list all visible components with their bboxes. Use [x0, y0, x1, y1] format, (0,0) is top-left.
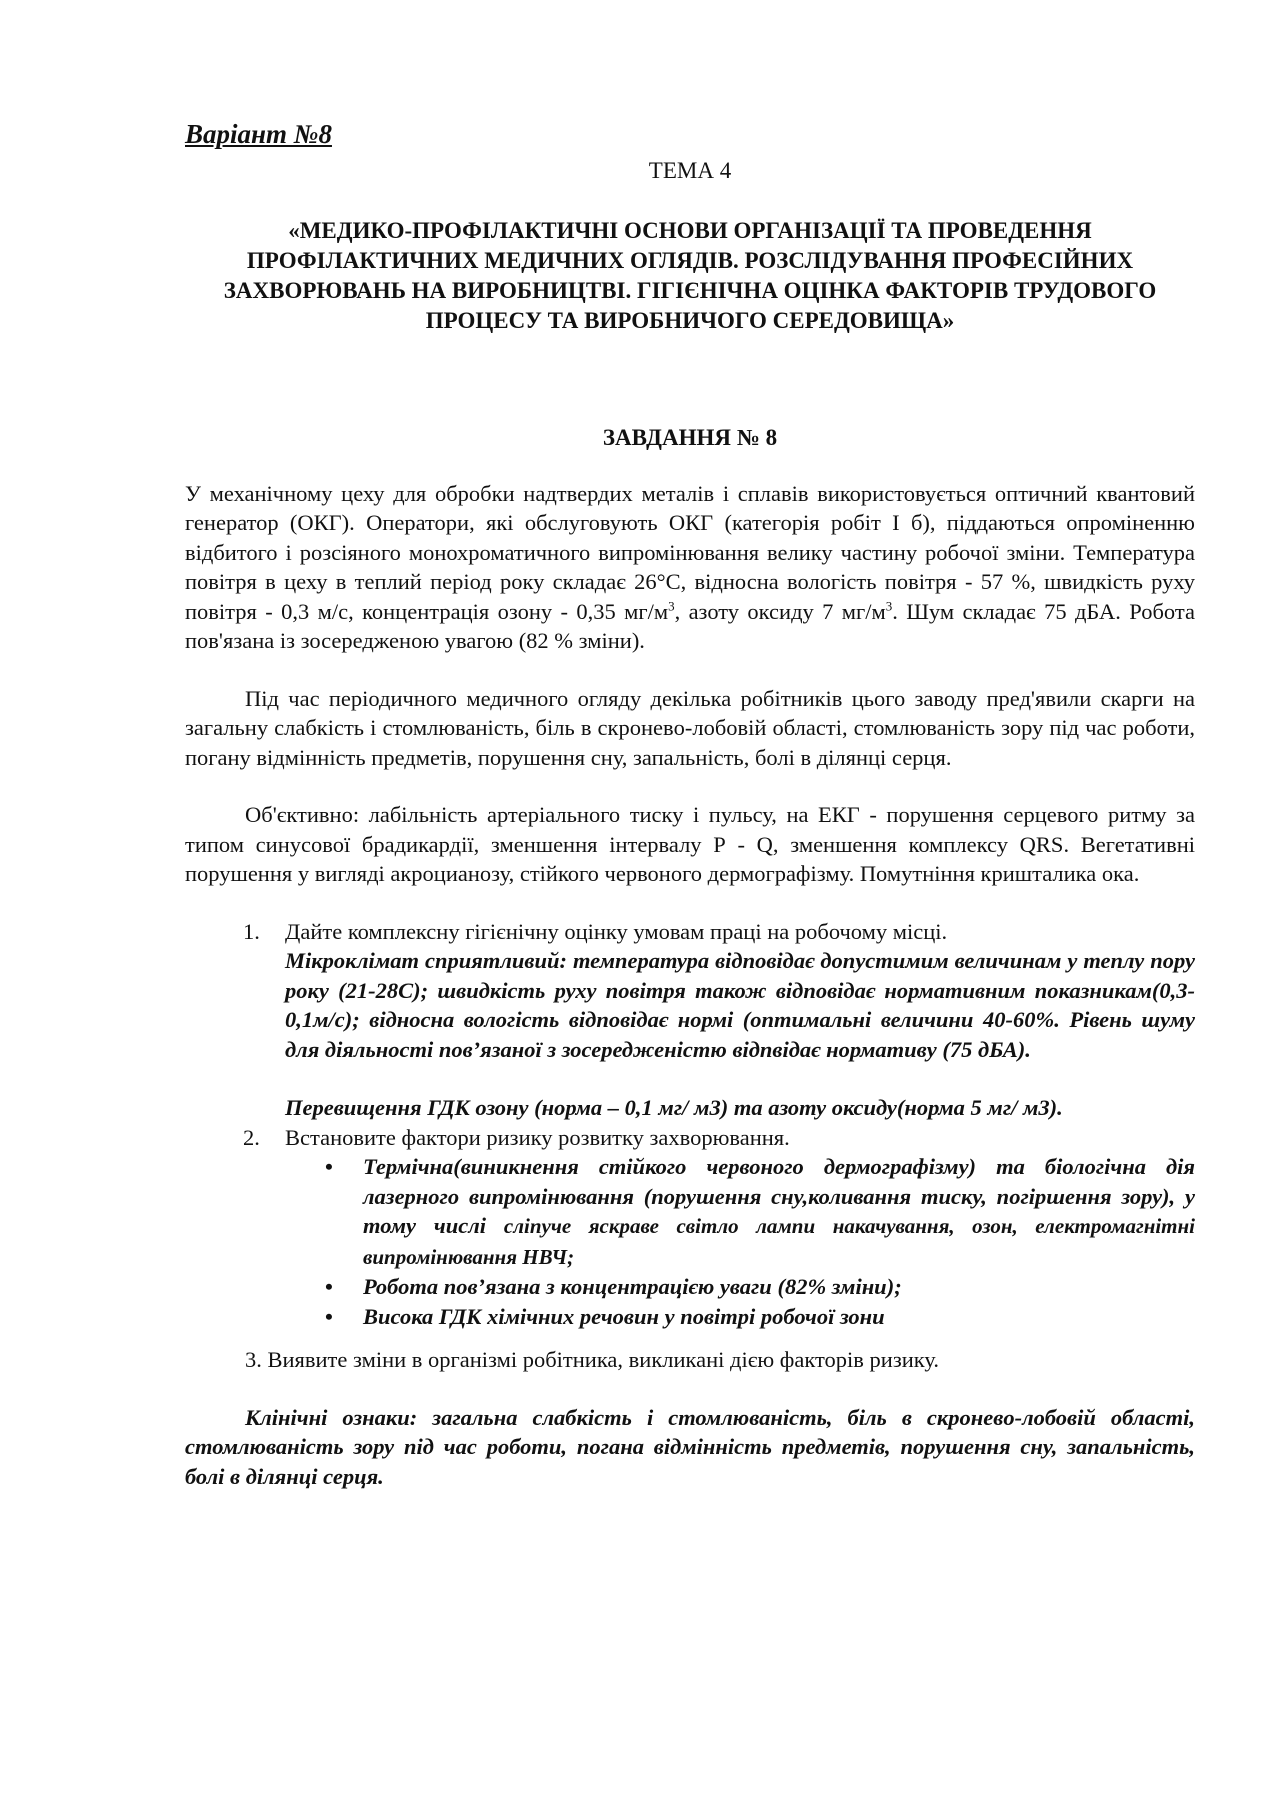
risk-factor-list [285, 1152, 1195, 1331]
risk-factor-item [285, 1272, 1195, 1302]
clinical-signs-paragraph: Клінічні ознаки: загальна слабкість і стомлюваність, біль в скроневo-лобовій області, стомлюваність зору під час роботи, погана відмінність предметів, порушення сну, запальність, болі в ділянці серця. [185, 1404, 1195, 1489]
superscript-cubic: 3 [885, 598, 893, 613]
bullet-icon: • [325, 1274, 333, 1299]
answer-microclimate: Мікроклімат сприятливий: температура відповідає допустимим величинам у теплу пору року (21-28С); швидкість руху повітря також відповідає нормативним показникам(0,3-0,1м/с); відносна вологість відповідає нормі (оптимальні величини 40-60%. Рівень шуму для діяльності пов’язаної з зосередженістю відпвідає нормативу (75 дБА). [285, 948, 1195, 1062]
topic-title: «МЕДИКО-ПРОФІЛАКТИЧНІ ОСНОВИ ОРГАНІЗАЦІЇ ТА ПРОВЕДЕННЯ ПРОФІЛАКТИЧНИХ МЕДИЧНИХ ОГЛЯДІВ. РОЗСЛІДУВАННЯ ПРОФЕСІЙНИХ ЗАХВОРЮВАНЬ НА ВИРОБНИЦТВІ. ГІГІЄНІЧНА ОЦІНКА ФАКТОРІВ ТРУДОВОГО ПРОЦЕСУ ТА ВИРОБНИЧОГО СЕРЕДОВИЩА» [223, 218, 1157, 333]
bullet-icon: • [325, 1154, 333, 1179]
risk-factor-item [285, 1152, 1195, 1272]
superscript-cubic: 3 [668, 598, 675, 613]
complaints-paragraph: Під час періодичного медичного огляду декілька робітників цього заводу пред'явили скарги на загальну слабкість і стомлюваність, біль в скроневo-лобовій області, стомлюваність зору під час роботи, погану відмінність предметів, порушення сну, запальність, болі в ділянці серця. [185, 685, 1195, 770]
question-number: 1. [243, 918, 260, 944]
risk-factor-text: Термічна(виникнення стійкого червоного дермографізму) та біологічна дія лазерного випромінювання (порушення сну,коливання тиску, погіршення зору), у тому числі [363, 1154, 1195, 1238]
intro-text-part2: , азоту оксиду 7 мг/м [674, 598, 886, 624]
question-item-2 [185, 1123, 1195, 1332]
risk-factor-subtext: сліпуче яскраве світло лампи накачування, озон, електромагнітні випромінювання НВЧ; [363, 1214, 1196, 1269]
question-text: Встановите фактори ризику розвитку захворювання. [285, 1124, 790, 1150]
document-page [185, 118, 1195, 1491]
question-item-1 [185, 917, 1195, 1123]
answer-gdk-exceeded: Перевищення ГДК озону (норма – 0,1 мг/ м3) та азоту оксиду(норма 5 мг/ м3). [285, 1095, 1063, 1120]
question-list [185, 917, 1195, 1332]
topic-label: ТЕМА 4 [648, 158, 732, 183]
task-title: ЗАВДАННЯ № 8 [602, 425, 778, 450]
risk-factor-item [285, 1302, 1195, 1332]
risk-factor-text: Робота пов’язана з концентрацією уваги (82% зміни); [363, 1274, 902, 1299]
question-3-text: 3. Виявите зміни в організмі робітника, викликані дією факторів ризику. [245, 1347, 939, 1372]
question-text: Дайте комплексну гігієнічну оцінку умовам праці на робочому місці. [285, 918, 948, 944]
question-number: 2. [243, 1124, 260, 1150]
task-intro-paragraph [185, 479, 1195, 656]
variant-heading: Варіант №8 [185, 119, 332, 149]
intro-text-part1: У механічному цеху для обробки надтвердих металів і сплавів використовується оптичний квантовий генератор (ОКГ). Оператори, які обслуговують ОКГ (категорія робіт І б), піддаються опроміненню відбитого і розсіяного монохроматичного випромінювання велику частину робочої зміни. Температура повітря в цеху в теплий період року складає 26°С, відносна вологість повітря - 57 %, швидкість руху повітря - 0,3 м/с, концентрація озону - 0,35 мг/м [185, 480, 1195, 624]
bullet-icon: • [325, 1303, 333, 1329]
intro-text-part3: . Шум складає 75 дБА. Робота пов'язана із зосередженою увагою (82 % зміни). [185, 598, 1195, 653]
risk-factor-text: Висока ГДК хімічних речовин у повітрі робочої зони [363, 1303, 885, 1329]
objective-paragraph: Об'єктивно: лабільність артеріального тиску і пульсу, на ЕКГ - порушення серцевого ритму за типом синусової брадикардії, зменшення інтервалу Р - Q, зменшення комплексу QRS. Вегетативні порушення у вигляді акроцианозу, стійкого червоного дермографізму. Помутніння кришталика ока. [185, 802, 1195, 886]
